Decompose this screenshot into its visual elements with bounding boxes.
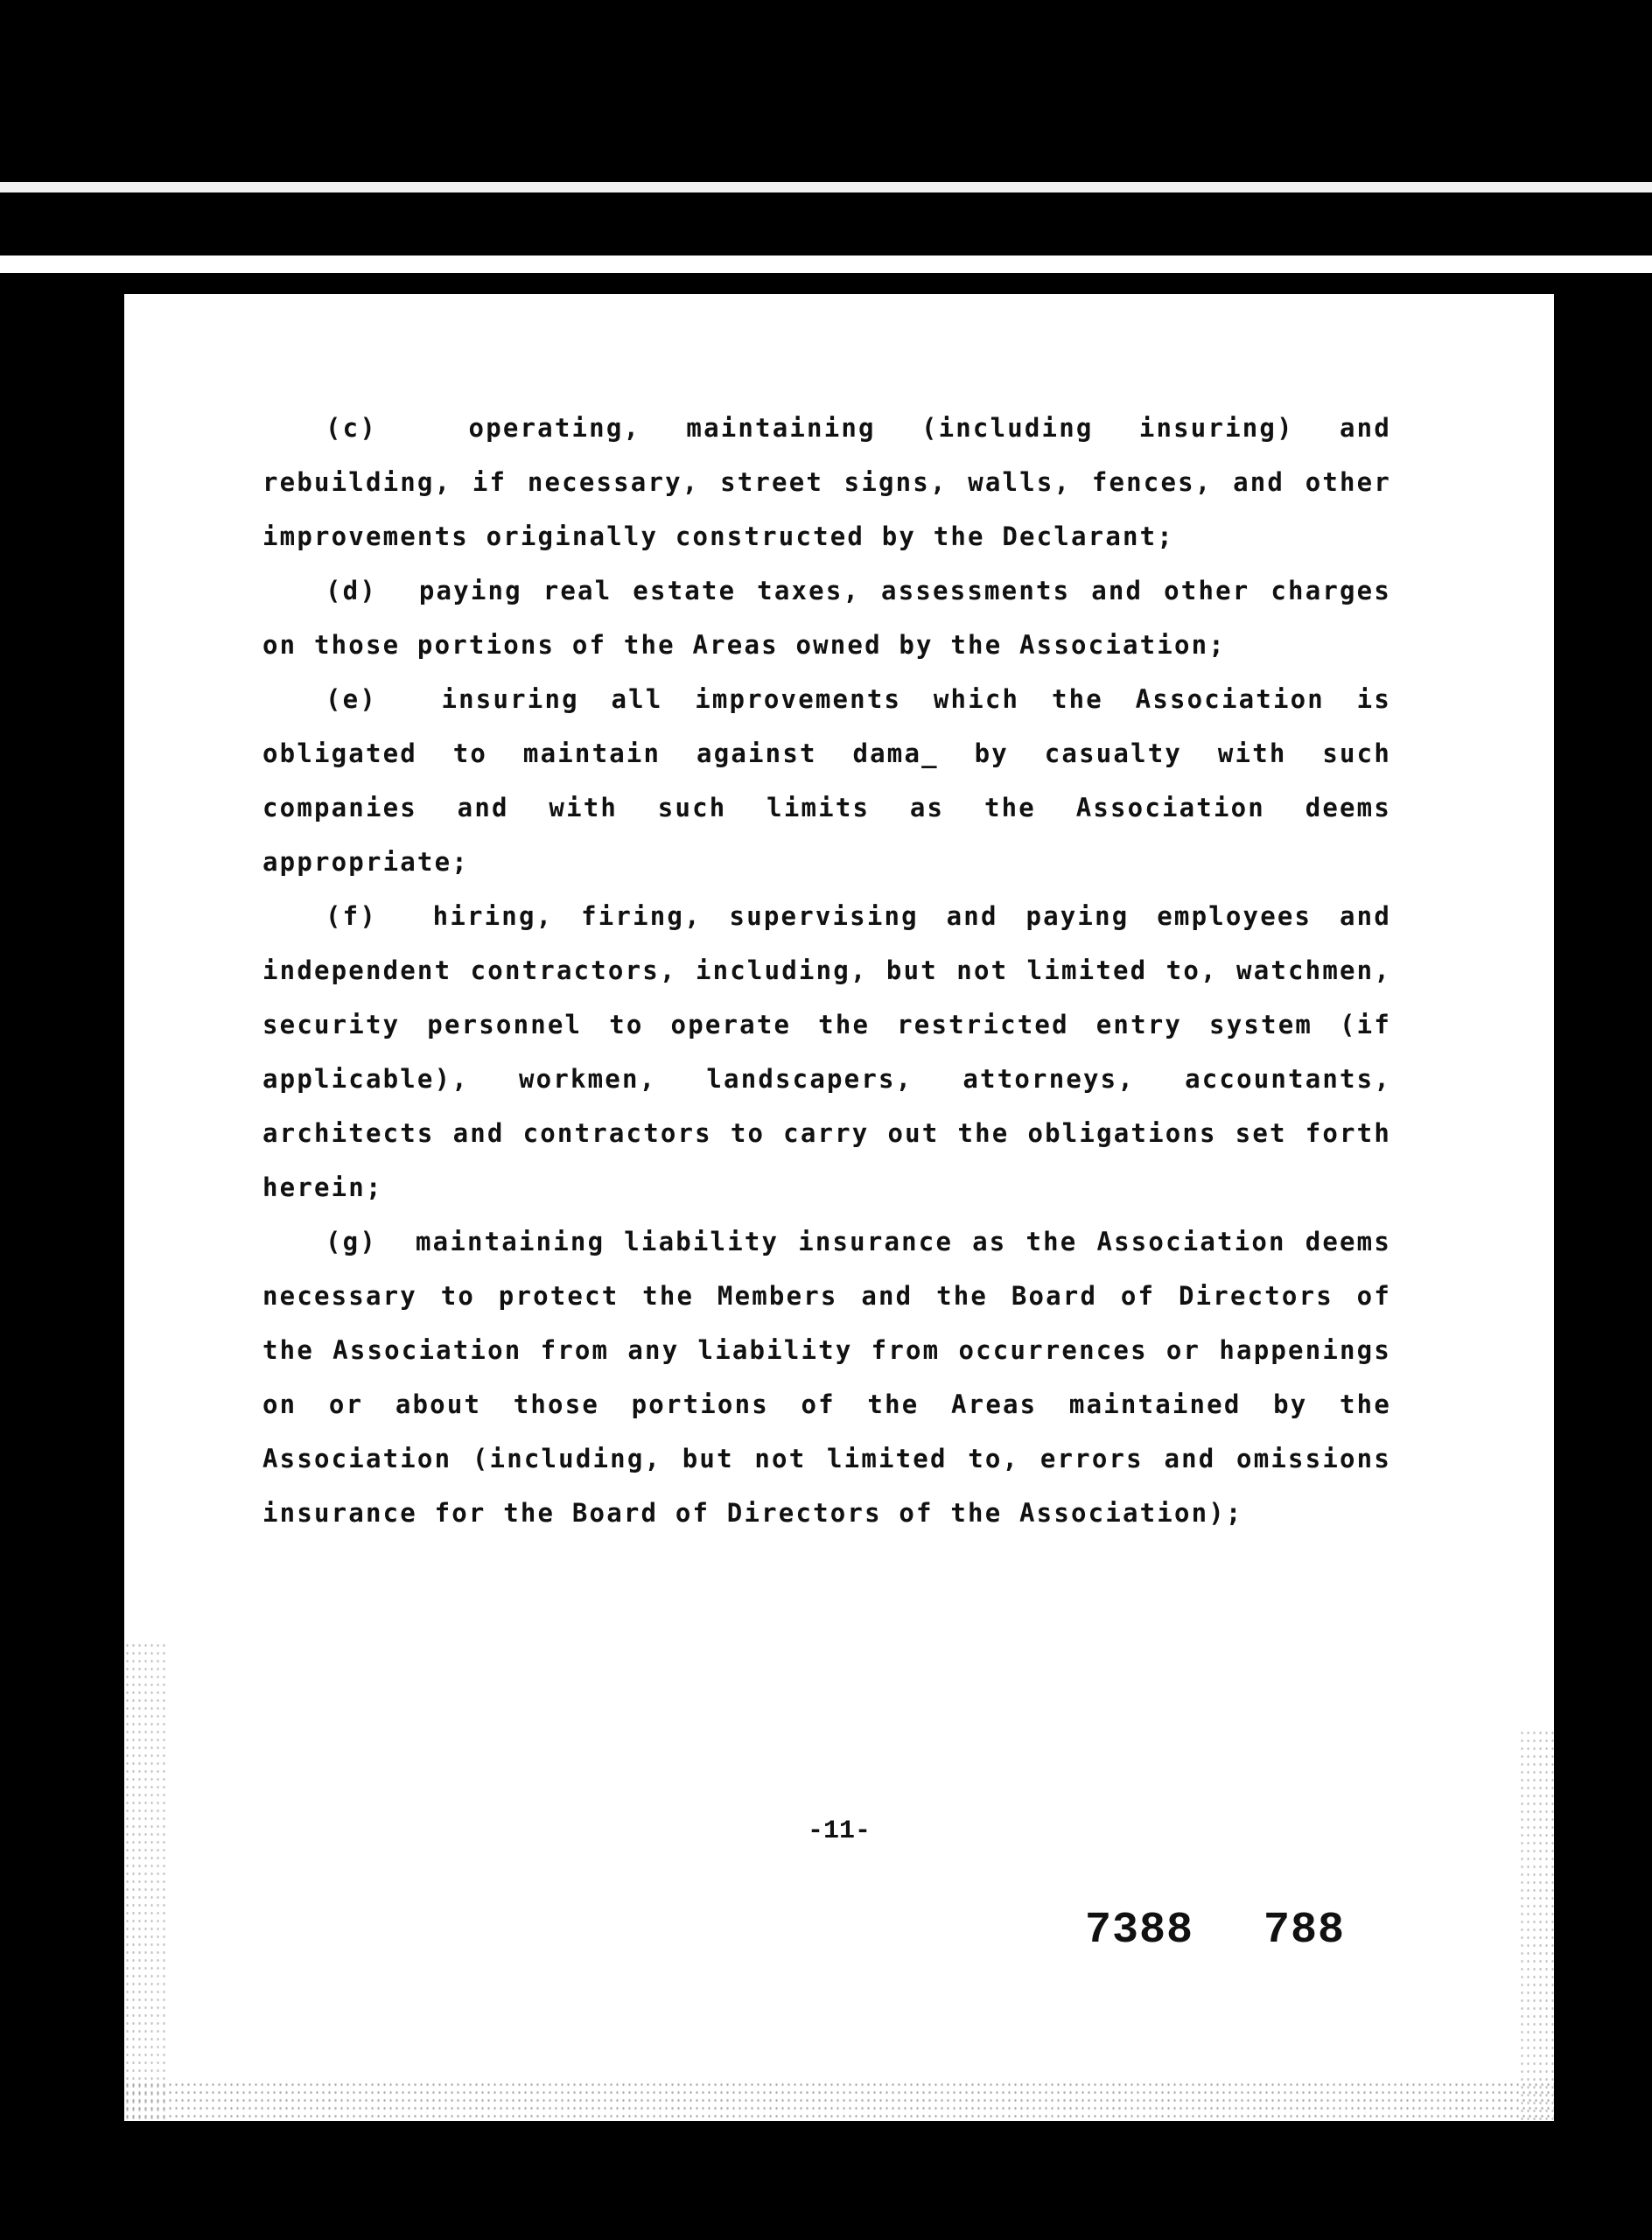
document-page	[124, 294, 1554, 2121]
paragraph-label: (c)	[326, 413, 377, 443]
scan-edge-stripe	[0, 182, 1652, 192]
scan-noise	[124, 1642, 168, 2121]
paragraph-c	[262, 401, 1391, 564]
scan-edge-stripe	[0, 256, 1652, 273]
scan-noise	[1519, 1729, 1554, 2121]
paragraph-text: hiring, firing, supervising and paying employees and independent contractors, including, but not limited to, watchmen, security personnel to operate the restricted entry system (if applicable), workmen, landscapers, attorneys, accountants, architects and contractors to carry out the obligations set forth herein;	[262, 901, 1391, 1202]
paragraph-d	[262, 564, 1391, 672]
paragraph-text: maintaining liability insurance as the Association deems necessary to protect the Members and the Board of Directors of the Association from any liability from occurrences or happenings on or about those portions of the Areas maintained by the Association (including, but not limited to, errors and omissions insurance for the Board of Directors of the Association);	[262, 1227, 1391, 1528]
paragraph-g	[262, 1214, 1391, 1540]
document-body	[262, 401, 1391, 1540]
book-number: 7388	[1085, 1906, 1194, 1956]
scan-noise	[124, 2081, 1554, 2121]
page-number: -11-	[807, 1816, 871, 1846]
book-page-number: 788	[1264, 1906, 1346, 1956]
paragraph-text: operating, maintaining (including insuring) and rebuilding, if necessary, street signs, walls, fences, and other improvements originally constructed by the Declarant;	[262, 413, 1392, 551]
paragraph-label: (f)	[326, 901, 377, 931]
paragraph-text: paying real estate taxes, assessments and other charges on those portions of the Areas owned by the Association;	[262, 576, 1391, 660]
paragraph-label: (d)	[326, 576, 377, 606]
paragraph-text: insuring all improvements which the Association is obligated to maintain against dama_ by casualty with such companies and with such limits as the Association deems appropriate;	[262, 684, 1391, 877]
paragraph-e	[262, 672, 1391, 889]
paragraph-f	[262, 889, 1391, 1214]
paragraph-label: (e)	[326, 684, 377, 714]
paragraph-label: (g)	[326, 1227, 377, 1256]
